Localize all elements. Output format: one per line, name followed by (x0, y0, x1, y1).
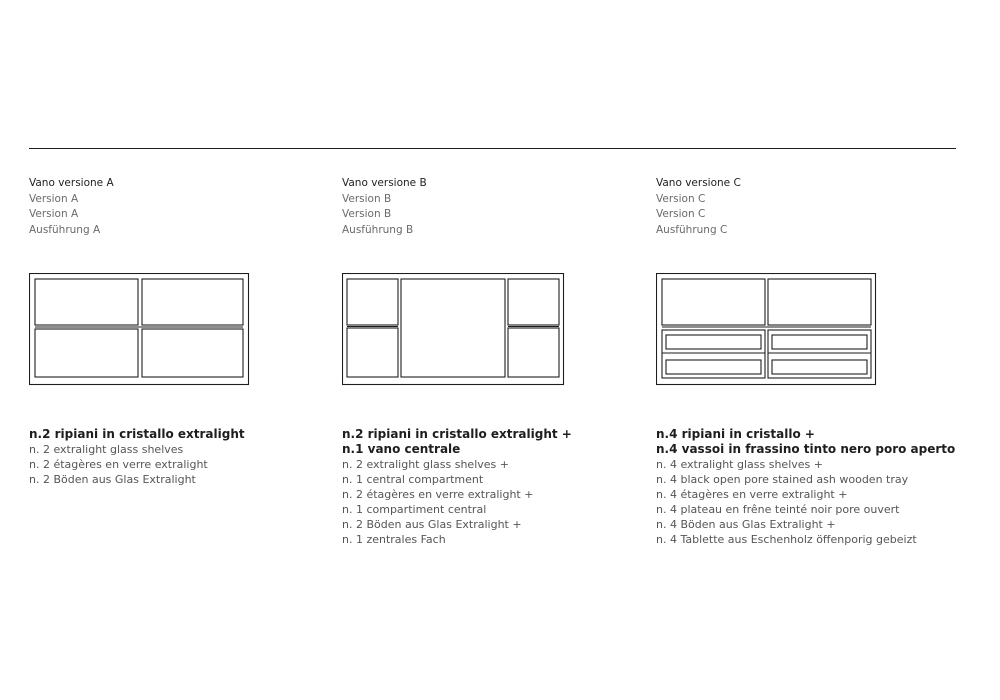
top-divider (29, 148, 956, 149)
version-c-desc-line: n. 4 black open pore stained ash wooden tray (656, 473, 909, 486)
version-a-desc-line: n. 2 étagères en verre extralight (29, 458, 208, 471)
version-b-desc-title: n.2 ripiani in cristallo extralight + (342, 427, 572, 441)
version-c-desc-title: n.4 vassoi in frassino tinto nero poro aperto (656, 442, 956, 456)
version-c-desc-line: n. 4 plateau en frêne teinté noir pore ouvert (656, 503, 900, 516)
version-c-desc-line: n. 4 extralight glass shelves + (656, 458, 823, 471)
version-b-subtitle-de: Ausführung B (342, 223, 414, 236)
version-c-column (656, 176, 966, 546)
version-a-desc-title: n.2 ripiani in cristallo extralight (29, 427, 245, 441)
version-a-subtitle-fr: Version A (29, 208, 79, 220)
version-c-desc-line: n. 4 Tablette aus Eschenholz öffenporig gebeizt (656, 533, 917, 546)
version-b-subtitle-en: Version B (342, 192, 392, 205)
version-b-heading: Vano versione B (342, 177, 427, 189)
version-a-subtitle-en: Version A (29, 192, 79, 205)
version-a-diagram (29, 273, 251, 387)
version-b-desc-line: n. 2 étagères en verre extralight + (342, 488, 534, 501)
version-b-desc-line: n. 2 Böden aus Glas Extralight + (342, 518, 522, 531)
version-a-desc-line: n. 2 Böden aus Glas Extralight (29, 473, 196, 486)
version-b-column (342, 176, 652, 546)
version-a-heading: Vano versione A (29, 177, 114, 189)
version-c-subtitle-fr: Version C (656, 208, 706, 220)
version-b-subtitle-fr: Version B (342, 208, 392, 220)
version-b-diagram (342, 273, 566, 387)
version-c-subtitle-en: Version C (656, 192, 706, 205)
version-c-desc-title: n.4 ripiani in cristallo + (656, 427, 815, 441)
version-b-desc-title: n.1 vano centrale (342, 442, 461, 456)
version-c-desc-line: n. 4 étagères en verre extralight + (656, 488, 848, 501)
version-c-diagram (656, 273, 878, 387)
version-b-description (342, 427, 682, 547)
version-a-description (29, 427, 369, 487)
version-c-desc-line: n. 4 Böden aus Glas Extralight + (656, 518, 836, 531)
version-b-desc-line: n. 1 central compartment (342, 473, 484, 486)
version-b-desc-line: n. 1 compartiment central (342, 503, 487, 516)
version-a-desc-line: n. 2 extralight glass shelves (29, 443, 184, 456)
version-b-desc-line: n. 1 zentrales Fach (342, 533, 446, 546)
version-c-heading: Vano versione C (656, 177, 741, 189)
version-a-subtitle-de: Ausführung A (29, 223, 101, 236)
version-c-description (656, 427, 996, 547)
version-b-desc-line: n. 2 extralight glass shelves + (342, 458, 509, 471)
version-c-subtitle-de: Ausführung C (656, 223, 728, 236)
version-a-column (29, 176, 339, 486)
